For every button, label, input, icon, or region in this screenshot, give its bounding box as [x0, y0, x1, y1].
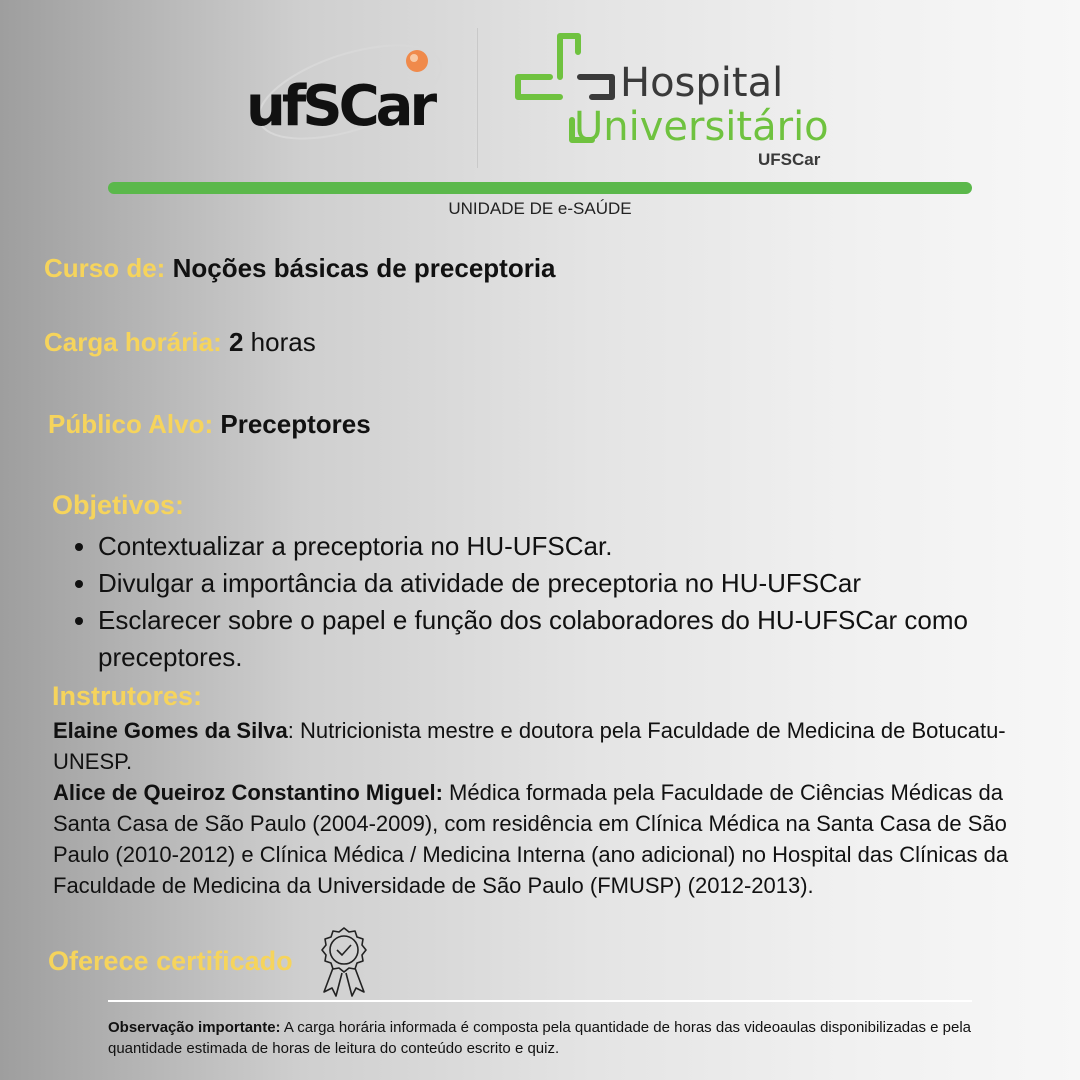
instructor-name: Elaine Gomes da Silva	[53, 718, 288, 743]
course-value: Noções básicas de preceptoria	[172, 253, 556, 283]
bottom-divider	[108, 1000, 972, 1002]
audience-label: Público Alvo:	[48, 409, 214, 439]
objective-item: • Divulgar a importância da atividade de preceptoria no HU-UFSCar	[98, 565, 1058, 602]
instructor-entry	[53, 715, 1043, 777]
note-text: A carga horária informada é composta pela quantidade de horas das videoaulas disponibilizadas e pela quantidade estimada de horas de leitura do conteúdo escrito e quiz.	[108, 1019, 972, 1057]
hospital-universitario-logo	[510, 22, 850, 172]
objective-item: • Contextualizar a preceptoria no HU-UFSCar.	[98, 528, 1058, 565]
objective-item: • Esclarecer sobre o papel e função dos colaboradores do HU-UFSCar como preceptores.	[98, 602, 1058, 676]
instructors-section	[53, 715, 1043, 901]
note-label: Observação importante:	[108, 1019, 281, 1036]
ufscar-logo	[240, 30, 450, 160]
objectives-title: Objetivos:	[52, 490, 185, 520]
hu-logo-hospital: Hospital	[620, 60, 784, 106]
instructor-entry	[53, 777, 1043, 901]
certificate-ribbon-icon	[316, 926, 372, 998]
audience-row	[48, 409, 371, 440]
ufscar-logo-text: ufSCar	[246, 74, 434, 139]
certificate-label: Oferece certificado	[48, 946, 293, 976]
instructors-title: Instrutores:	[52, 681, 203, 711]
hours-unit: horas	[250, 327, 316, 357]
hu-logo-ufscar: UFSCar	[758, 150, 821, 169]
instructor-bio: Médica formada pela Faculdade de Ciências Médicas da Santa Casa de São Paulo (2004-2009), com residência em Clínica Médica na Santa Casa de São Paulo (2010-2012) e Clínica Médica / Medicina Interna (ano adicional) no Hospital das Clínicas da Faculdade de Medicina da Universidade de São Paulo (FMUSP) (2012-2013).	[53, 780, 1009, 898]
course-label: Curso de:	[44, 253, 166, 283]
logo-divider	[477, 28, 478, 168]
important-note	[108, 1017, 1008, 1059]
unit-label: UNIDADE DE e-SAÚDE	[448, 199, 632, 218]
header-green-bar	[108, 182, 972, 194]
audience-value: Preceptores	[220, 409, 371, 439]
instructor-name: Alice de Queiroz Constantino Miguel:	[53, 780, 443, 805]
hours-value: 2	[228, 327, 244, 357]
hu-logo-universitario: Universitário	[574, 104, 829, 150]
instructor-bio: : Nutricionista mestre e doutora pela Faculdade de Medicina de Botucatu- UNESP.	[53, 718, 1006, 774]
course-row	[44, 253, 556, 284]
hours-row	[44, 327, 316, 358]
hours-label: Carga horária:	[44, 327, 222, 357]
objectives-list	[58, 528, 1058, 676]
